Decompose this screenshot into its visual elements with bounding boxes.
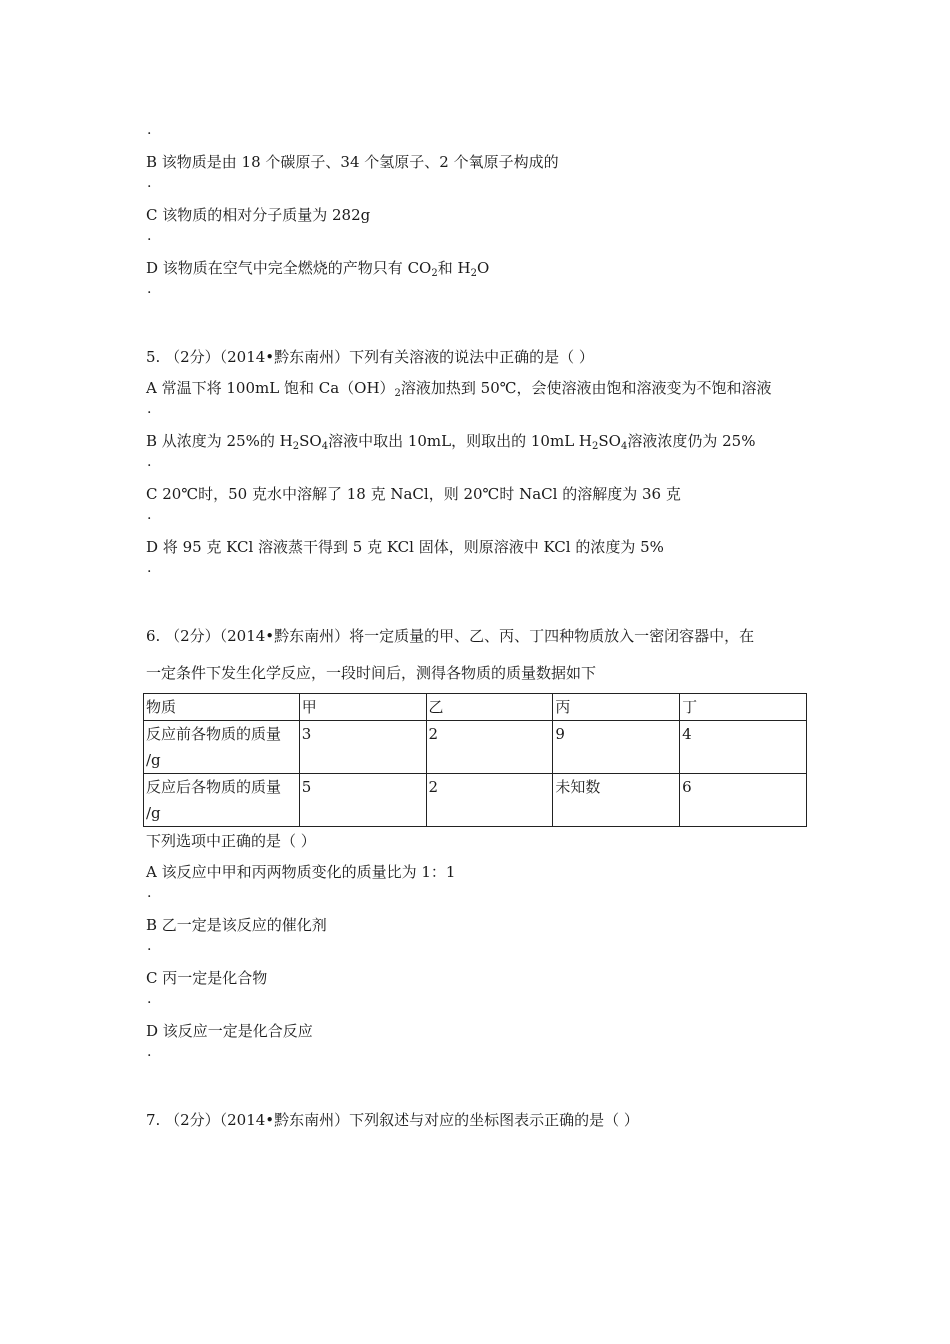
q5-option-c: C 20℃时，50 克水中溶解了 18 克 NaCl，则 20℃时 NaCl 的溶解度为 36 克 — [146, 485, 681, 503]
q5-option-b-text-3: 溶液中取出 10mL，则取出的 10mL H — [328, 432, 593, 450]
q5-option-d: D 将 95 克 KCl 溶液蒸干得到 5 克 KCl 固体，则原溶液中 KCl 的浓度为 5% — [146, 538, 664, 556]
q5-option-b-sub-3: 2 — [592, 441, 599, 452]
q4-option-c-dot: . — [147, 228, 152, 244]
q5-option-d-dot: . — [147, 560, 152, 576]
q6-option-c-dot: . — [147, 991, 152, 1007]
q6-option-b-dot: . — [147, 938, 152, 954]
q6-option-a: A 该反应中甲和丙两物质变化的质量比为 1：1 — [146, 863, 456, 881]
q5-option-b-text-2: SO — [299, 432, 322, 450]
q4-option-a-dot: . — [147, 122, 152, 138]
q6-option-d: D 该反应一定是化合反应 — [146, 1022, 313, 1040]
table-cell: 2 — [426, 774, 553, 827]
table-header-cell: 乙 — [426, 694, 553, 721]
q6-option-a-dot: . — [147, 885, 152, 901]
q5-option-b-sub-1: 2 — [292, 441, 300, 452]
q6-stem-line-2: 一定条件下发生化学反应，一段时间后，测得各物质的质量数据如下 — [146, 664, 597, 682]
table-cell: 未知数 — [553, 774, 680, 827]
q4-option-d-text: D 该物质在空气中完全燃烧的产物只有 CO — [146, 259, 432, 277]
q5-option-a-text-2: 溶液加热到 50℃，会使溶液由饱和溶液变为不饱和溶液 — [400, 379, 772, 397]
q6-option-d-dot: . — [147, 1044, 152, 1060]
row-label-line-2: /g — [146, 804, 161, 822]
table-cell: 2 — [426, 721, 553, 774]
q5-option-c-dot: . — [147, 507, 152, 523]
q6-stem-line-1: 6. （2分）（2014•黔东南州）将一定质量的甲、乙、丙、丁四种物质放入一密闭容器中，在 — [146, 627, 755, 645]
q5-option-b-text-1: B 从浓度为 25%的 H — [146, 432, 293, 450]
q6-option-c: C 丙一定是化合物 — [146, 969, 268, 987]
row-label-line-1: 反应后各物质的质量 — [146, 778, 282, 796]
table-cell: 6 — [680, 774, 807, 827]
row-label-line-1: 反应前各物质的质量 — [146, 725, 282, 743]
q4-option-d-text-2: 和 H — [437, 259, 471, 277]
table-header-row — [144, 694, 807, 721]
q5-option-b — [146, 430, 755, 452]
q4-option-d-dot: . — [147, 281, 152, 297]
q5-option-a-dot: . — [147, 401, 152, 417]
mass-data-table — [143, 693, 807, 827]
q5-option-b-text-4: SO — [598, 432, 621, 450]
table-row — [144, 774, 807, 827]
q4-option-b-dot: . — [147, 175, 152, 191]
q5-option-b-sub-2: 4 — [321, 441, 329, 452]
table-cell: 5 — [299, 774, 426, 827]
table-header-cell: 丙 — [553, 694, 680, 721]
q5-option-b-dot: . — [147, 454, 152, 470]
table-cell: 4 — [680, 721, 807, 774]
table-header-cell: 丁 — [680, 694, 807, 721]
q4-option-d-text-3: O — [476, 259, 490, 277]
table-row — [144, 721, 807, 774]
table-cell: 9 — [553, 721, 680, 774]
q5-option-a-text: A 常温下将 100mL 饱和 Ca（OH） — [146, 379, 395, 397]
q4-option-c: C 该物质的相对分子质量为 282g — [146, 206, 371, 224]
q5-stem: 5. （2分）（2014•黔东南州）下列有关溶液的说法中正确的是（ ） — [146, 348, 594, 366]
q4-option-b: B 该物质是由 18 个碳原子、34 个氢原子、2 个氧原子构成的 — [146, 153, 559, 171]
q4-option-d-sub-2: 2 — [470, 268, 477, 279]
q5-option-a-sub: 2 — [394, 388, 401, 399]
q6-option-b: B 乙一定是该反应的催化剂 — [146, 916, 327, 934]
q5-option-a — [146, 377, 772, 399]
row-label-line-2: /g — [146, 751, 161, 769]
q6-question: 下列选项中正确的是（ ） — [146, 832, 316, 850]
q4-option-d-sub-1: 2 — [431, 268, 438, 279]
table-header-cell: 甲 — [299, 694, 426, 721]
q7-stem: 7. （2分）（2014•黔东南州）下列叙述与对应的坐标图表示正确的是（ ） — [146, 1111, 639, 1129]
q4-option-d — [146, 257, 489, 279]
q5-option-b-text-5: 溶液浓度仍为 25% — [627, 432, 756, 450]
q5-option-b-sub-4: 4 — [620, 441, 628, 452]
table-header-cell: 物质 — [144, 694, 300, 721]
table-cell: 3 — [299, 721, 426, 774]
table-row-label — [144, 774, 300, 827]
table-row-label — [144, 721, 300, 774]
